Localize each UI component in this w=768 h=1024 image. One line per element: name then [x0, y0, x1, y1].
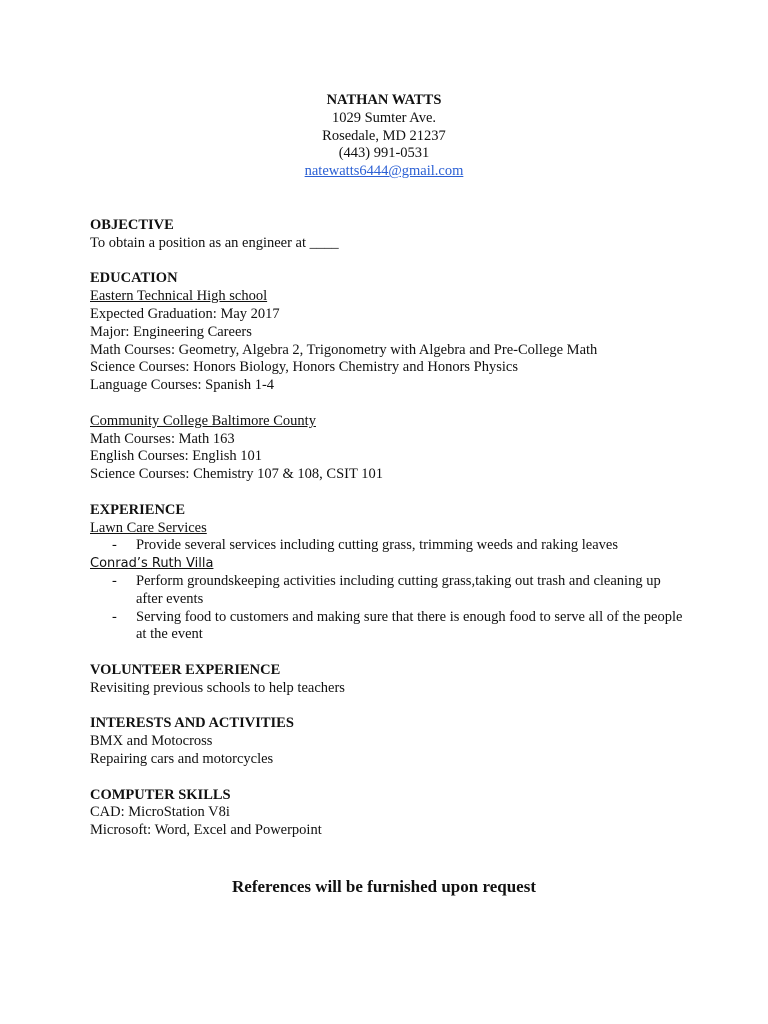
skill-line: CAD: MicroStation V8i [90, 804, 230, 821]
objective-text: To obtain a position as an engineer at ____ [90, 234, 339, 251]
address-line-2: Rosedale, MD 21237 [322, 127, 446, 144]
bullet-text: Serving food to customers and making sure that there is enough food to serve all of the people at the event [136, 608, 683, 643]
education-line: Major: Engineering Careers [90, 323, 252, 340]
email-link[interactable]: natewatts6444@gmail.com [304, 163, 464, 180]
objective-heading: OBJECTIVE [90, 217, 174, 233]
job-name: Lawn Care Services [90, 519, 207, 536]
list-item [112, 573, 690, 609]
list-item [112, 537, 690, 555]
resume-header [0, 92, 768, 181]
bullet-text: Provide several services including cutting grass, trimming weeds and raking leaves [136, 537, 618, 554]
education-line: English Courses: English 101 [90, 448, 262, 465]
education-line: Expected Graduation: May 2017 [90, 305, 280, 322]
school-name: Community College Baltimore County [90, 412, 316, 429]
experience-heading: EXPERIENCE [90, 501, 186, 518]
job-name: Conrad’s Ruth Villa [90, 556, 214, 572]
bullet-text: Perform groundskeeping activities including cutting grass,taking out trash and cleaning up after events [136, 572, 661, 607]
bullet-dash: - [112, 537, 117, 554]
education-line: Math Courses: Geometry, Algebra 2, Trigonometry with Algebra and Pre-College Math [90, 341, 598, 358]
volunteer-line: Revisiting previous schools to help teachers [90, 679, 345, 696]
education-line: Science Courses: Honors Biology, Honors Chemistry and Honors Physics [90, 359, 518, 376]
skills-heading: COMPUTER SKILLS [90, 786, 231, 803]
list-item [112, 609, 690, 645]
address-line-1: 1029 Sumter Ave. [331, 109, 437, 126]
bullet-dash: - [112, 572, 117, 589]
education-line: Language Courses: Spanish 1-4 [90, 377, 275, 394]
school-name: Eastern Technical High school [90, 288, 268, 305]
references-note: References will be furnished upon request [232, 877, 536, 896]
applicant-name: NATHAN WATTS [326, 92, 442, 108]
volunteer-heading: VOLUNTEER EXPERIENCE [90, 661, 281, 678]
interests-heading: INTERESTS AND ACTIVITIES [90, 715, 294, 732]
skill-line: Microsoft: Word, Excel and Powerpoint [90, 822, 322, 839]
education-line: Math Courses: Math 163 [90, 430, 235, 447]
education-heading: EDUCATION [90, 270, 178, 287]
resume-body [90, 217, 690, 840]
education-line: Science Courses: Chemistry 107 & 108, CSIT 101 [90, 466, 383, 483]
interest-line: BMX and Motocross [90, 733, 213, 750]
interest-line: Repairing cars and motorcycles [90, 750, 274, 767]
bullet-dash: - [112, 608, 117, 625]
phone-number: (443) 991-0531 [338, 145, 430, 162]
